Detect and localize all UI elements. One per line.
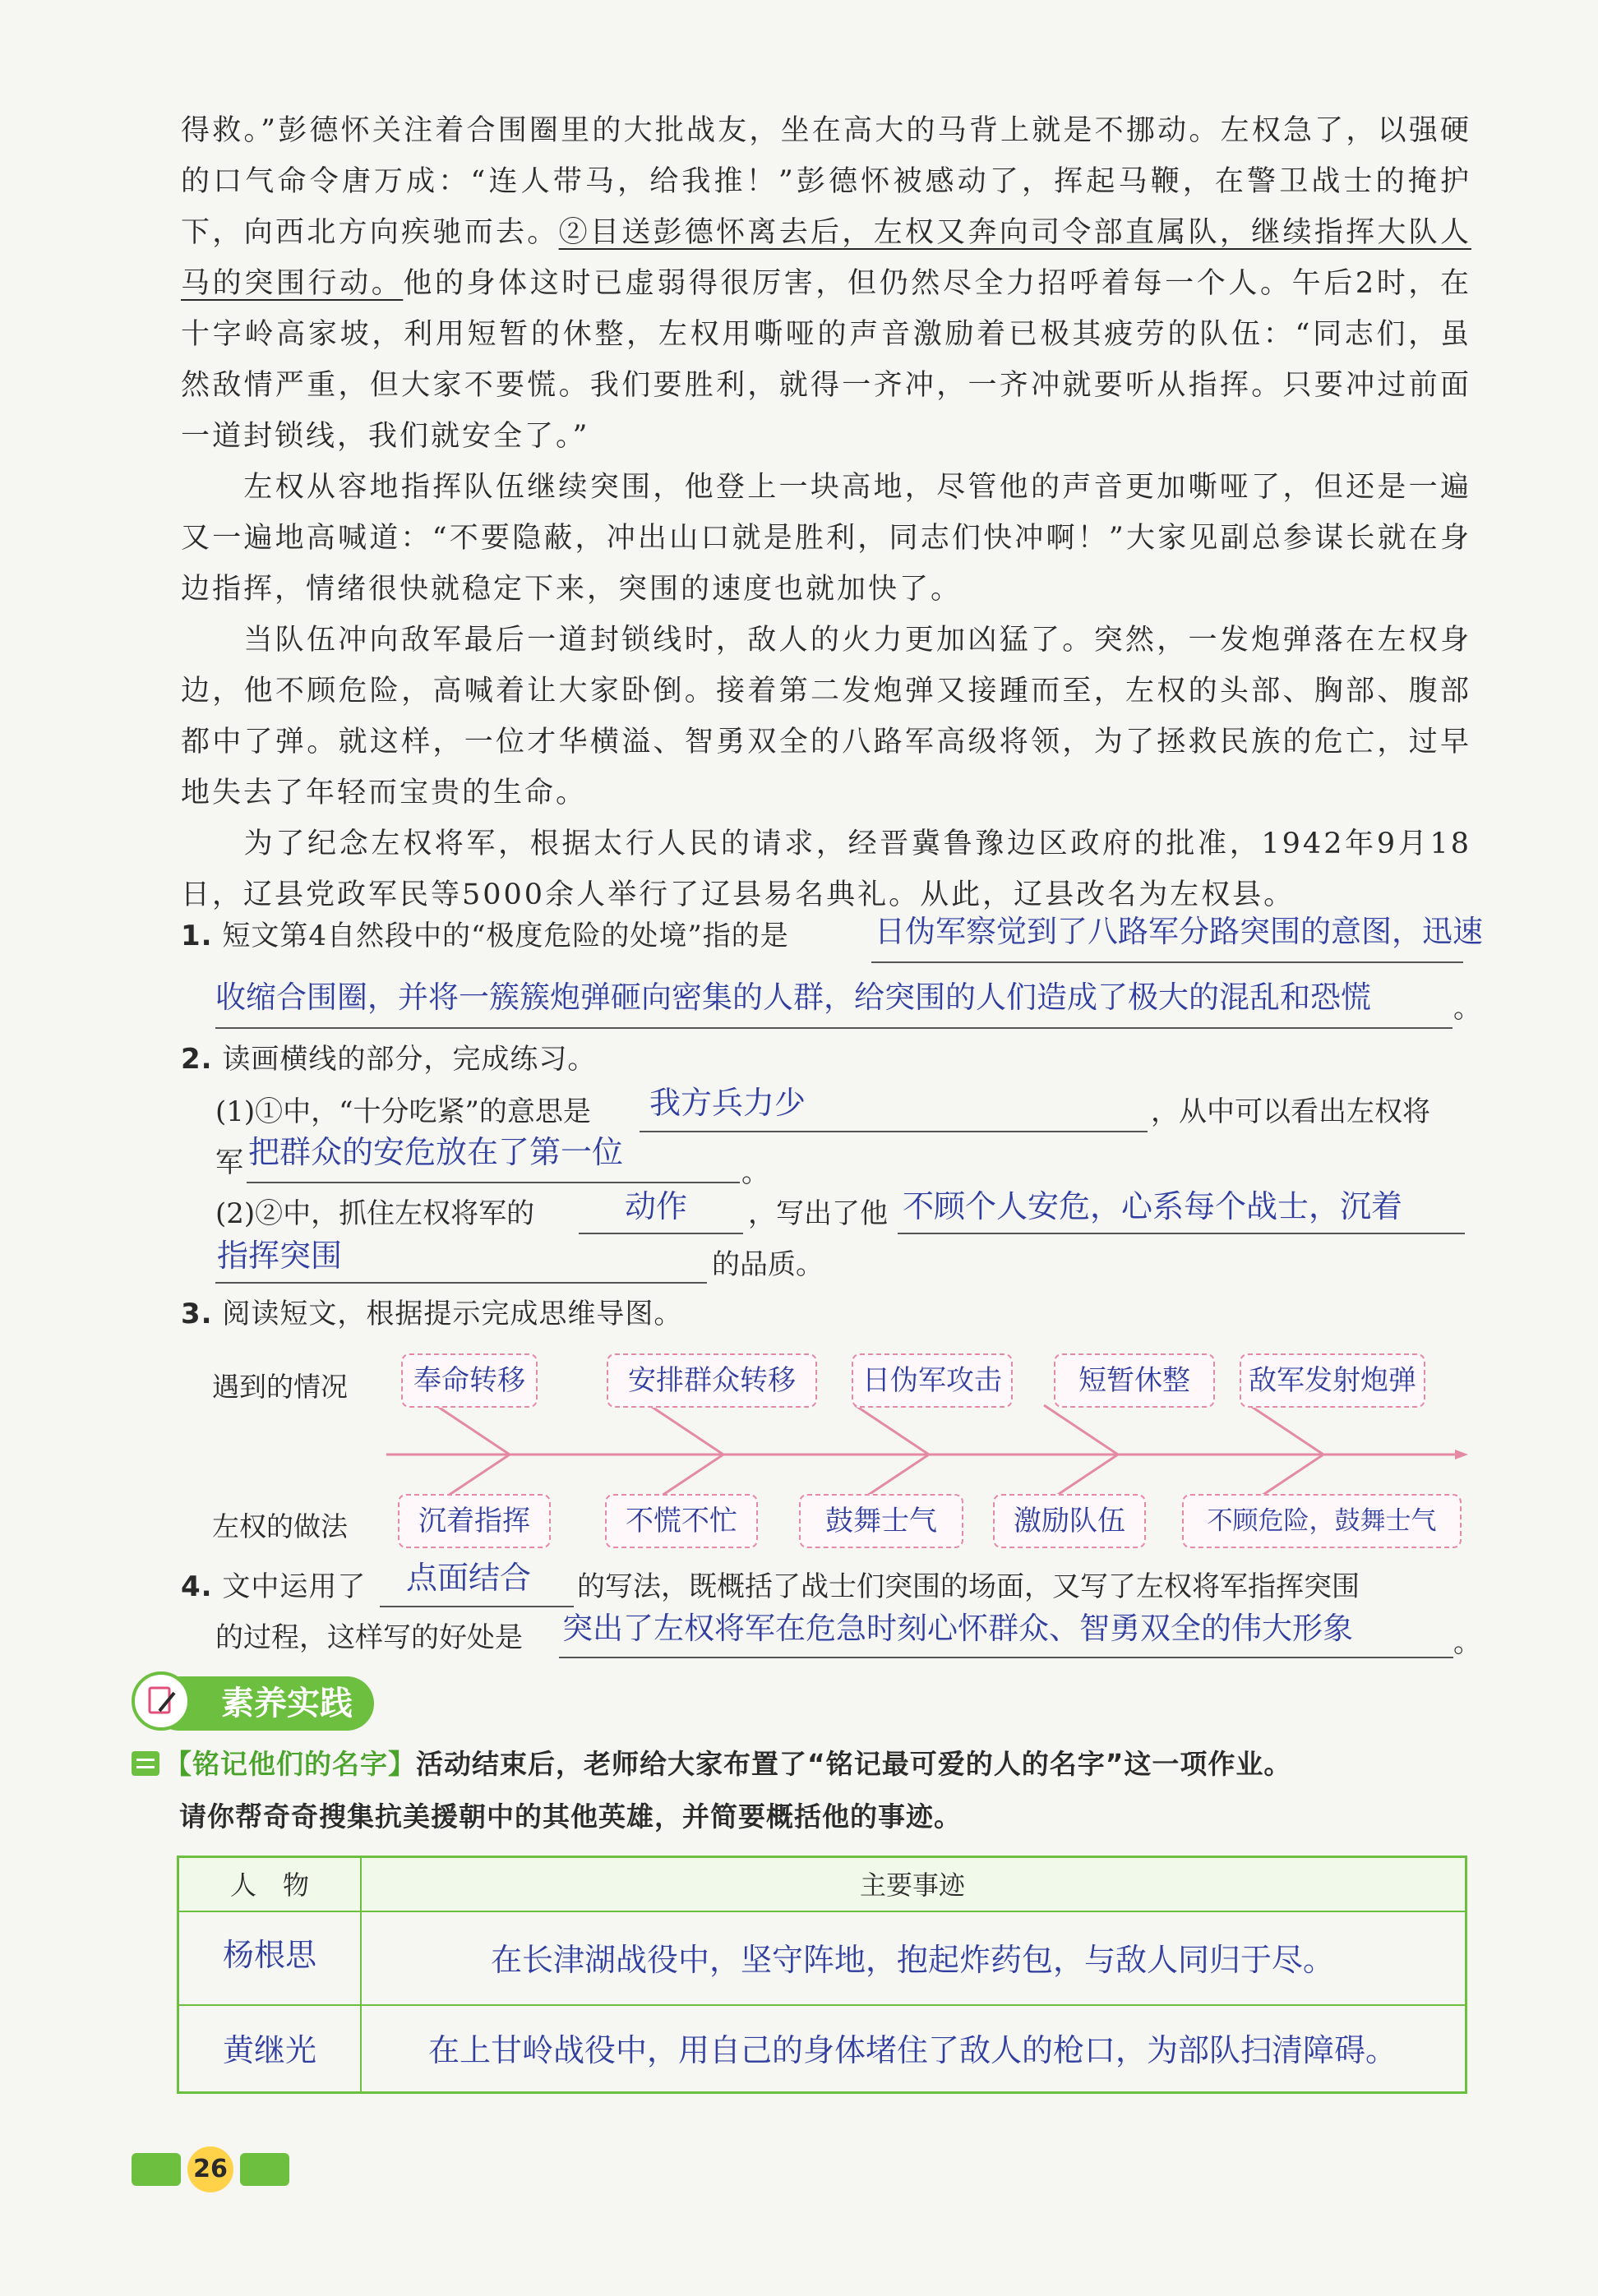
q1-blank-1[interactable] [871, 961, 1463, 963]
q2-s2-answer2: 不顾个人安危，心系每个战士，沉着 [903, 1188, 1403, 1224]
question-2-number: 2. [181, 1043, 213, 1076]
question-4-text1: 文中运用了 [222, 1570, 367, 1603]
situation-text-5: 敌军发射炮弹 [1249, 1364, 1416, 1397]
paragraph-1-rest: 他的身体这时已虚弱得很厉害，但仍然尽全力招呼着每一个人。午后2时，在十字岭高家坡，利用短暂的休整，左权用嘶哑的声音激励着已极其疲劳的队伍：“同志们，虽然敌情严重，但大家不要慌。我们要胜利，就得一齐冲，一齐冲就要听从指挥。只要冲过前面一道封锁线，我们就安全了。” [181, 267, 1471, 453]
article-paragraph-3 [181, 615, 1471, 818]
question-3-text: 阅读短文，根据提示完成思维导图。 [222, 1298, 683, 1330]
article-paragraph-2 [181, 462, 1471, 615]
situation-text-4: 短暂休整 [1078, 1364, 1190, 1397]
q2-s2-answer: 动作 [625, 1188, 688, 1224]
action-text-3: 鼓舞士气 [825, 1505, 937, 1538]
paragraph-1-text: 得救。”彭德怀关注着合围圈里的大批战友，坐在高大的马背上就是不挪动。左权急了，以强硬的口气命令唐万成：“连人带马，给我推！”彭德怀被感动了，挥起马鞭，在警卫战士的掩护下，向西北方向疾驰而去。 [181, 114, 1471, 249]
mindmap-row-label-actions: 左权的做法 [212, 1510, 348, 1542]
situation-box-3[interactable] [852, 1353, 1013, 1408]
question-2 [181, 1040, 596, 1078]
mindmap-row-label-situations: 遇到的情况 [212, 1371, 348, 1403]
q2-s1-cont: 军 [215, 1146, 243, 1179]
practice-task-title: 【铭记他们的名字】 [164, 1748, 416, 1780]
situation-box-1[interactable] [401, 1353, 538, 1408]
action-box-2[interactable] [605, 1494, 758, 1548]
q2-s1-answer: 我方兵力少 [649, 1085, 806, 1121]
paragraph-2-text: 左权从容地指挥队伍继续突围，他登上一块高地，尽管他的声音更加嘶哑了，但还是一遍又一遍地高喊道：“不要隐蔽，冲出山口就是胜利，同志们快冲啊！”大家见副总参谋长就在身边指挥，情绪很快就稳定下来，突围的速度也就加快了。 [181, 471, 1471, 606]
page-number-decoration-left [132, 2153, 181, 2186]
situation-text-1: 奉命转移 [413, 1364, 525, 1397]
q4-end: 。 [1453, 1626, 1481, 1659]
page-number-decoration-right [240, 2153, 289, 2186]
q2-s1-answer2: 把群众的安危放在了第一位 [248, 1134, 624, 1170]
q2-s1-blank2[interactable] [247, 1182, 740, 1183]
q2-s2-blank[interactable] [579, 1233, 743, 1234]
action-box-5[interactable] [1182, 1494, 1462, 1548]
table-row-1-deed: 在长津湖战役中，坚守阵地，抱起炸药包，与敌人同归于尽。 [490, 1942, 1334, 1978]
q2-s1-end: 。 [741, 1156, 769, 1189]
practice-task-line1 [164, 1745, 1291, 1783]
table-row-2-deed: 在上甘岭战役中，用自己的身体堵住了敌人的枪口，为部队扫清障碍。 [427, 2032, 1397, 2068]
heroes-table [177, 1856, 1467, 2094]
page-number: 26 [187, 2146, 233, 2192]
action-text-5: 不顾危险，鼓舞士气 [1207, 1506, 1437, 1536]
q2-s2-end: 的品质。 [712, 1248, 824, 1281]
practice-task-line2: 请你帮奇奇搜集抗美援朝中的其他英雄，并简要概括他的事迹。 [179, 1800, 962, 1833]
article-paragraph-1 [181, 105, 1471, 462]
article-paragraph-4 [181, 818, 1471, 920]
question-2-text: 读画横线的部分，完成练习。 [222, 1043, 597, 1076]
pencil-icon [132, 1671, 191, 1731]
action-box-4[interactable] [993, 1494, 1146, 1548]
q2-s2-blank3[interactable] [215, 1282, 707, 1284]
table-row-1-name: 杨根思 [222, 1937, 316, 1973]
question-3-number: 3. [181, 1298, 213, 1330]
q1-blank-2[interactable] [215, 1027, 1453, 1029]
action-box-3[interactable] [799, 1494, 963, 1548]
situation-text-2: 安排群众转移 [628, 1364, 796, 1397]
situation-text-3: 日伪军攻击 [862, 1364, 1002, 1397]
q2-s2-answer3: 指挥突围 [217, 1238, 343, 1274]
q2-s1-prefix: (1)①中，“十分吃紧”的意思是 [215, 1095, 591, 1128]
q2-s2-blank2[interactable] [898, 1233, 1465, 1234]
q4-answer2: 突出了左权将军在危急时刻心怀群众、智勇双全的伟大形象 [562, 1611, 1353, 1646]
section-badge-icon [132, 1751, 159, 1776]
q1-end-period: 。 [1453, 992, 1481, 1025]
action-text-1: 沉着指挥 [418, 1505, 530, 1538]
table-header-person: 人 物 [229, 1870, 309, 1901]
underlined-sentence-2: ②目送彭德怀离去后，左权又奔向司令部直属队，继续指挥大队人马的突围行动。 [181, 216, 1471, 300]
q4-blank-1[interactable] [380, 1606, 574, 1607]
question-1 [181, 917, 789, 955]
q2-s2-mid: ，写出了他 [748, 1197, 888, 1230]
q4-answer1: 点面结合 [406, 1560, 532, 1596]
question-3 [181, 1295, 682, 1333]
action-text-4: 激励队伍 [1014, 1505, 1125, 1538]
fishbone-arrowhead [1455, 1450, 1468, 1459]
action-text-2: 不慌不忙 [626, 1505, 737, 1538]
situation-box-5[interactable] [1240, 1353, 1425, 1408]
q2-s2-prefix: (2)②中，抓住左权将军的 [215, 1197, 535, 1230]
paragraph-3-text: 当队伍冲向敌军最后一道封锁线时，敌人的火力更加凶猛了。突然，一发炮弹落在左权身边，他不顾危险，高喊着让大家卧倒。接着第二发炮弹又接踵而至，左权的头部、胸部、腹部都中了弹。就这样，一位才华横溢、智勇双全的八路军高级将领，为了拯救民族的危亡，过早地失去了年轻而宝贵的生命。 [181, 624, 1471, 809]
q4-text3: 的过程，这样写的好处是 [215, 1621, 523, 1654]
question-1-text: 短文第4自然段中的“极度危险的处境”指的是 [222, 920, 789, 952]
question-1-number: 1. [181, 920, 213, 952]
practice-task-text1: 活动结束后，老师给大家布置了“铭记最可爱的人的名字”这一项作业。 [416, 1748, 1292, 1780]
q2-s1-mid: ，从中可以看出左权将 [1151, 1095, 1430, 1128]
question-4-number: 4. [181, 1570, 213, 1603]
table-row-2-name: 黄继光 [222, 2032, 316, 2068]
practice-banner: 素养实践 [152, 1676, 374, 1731]
q1-answer-line2: 收缩合围圈，并将一簇簇炮弹砸向密集的人群，给突围的人们造成了极大的混乱和恐慌 [215, 980, 1371, 1015]
q1-answer-line1: 日伪军察觉到了八路军分路突围的意图，迅速 [875, 914, 1483, 949]
question-4 [181, 1568, 366, 1606]
table-header-deeds: 主要事迹 [859, 1870, 965, 1901]
paragraph-4-text: 为了纪念左权将军，根据太行人民的请求，经晋冀鲁豫边区政府的批准，1942年9月18日，辽县党政军民等5000余人举行了辽县易名典礼。从此，辽县改名为左权县。 [181, 828, 1471, 911]
q2-s1-blank[interactable] [640, 1131, 1148, 1132]
situation-box-4[interactable] [1054, 1353, 1215, 1408]
action-box-1[interactable] [398, 1494, 551, 1548]
q4-text2: 的写法，既概括了战士们突围的场面，又写了左权将军指挥突围 [577, 1570, 1360, 1603]
situation-box-2[interactable] [607, 1353, 817, 1408]
q4-blank-2[interactable] [559, 1657, 1453, 1658]
